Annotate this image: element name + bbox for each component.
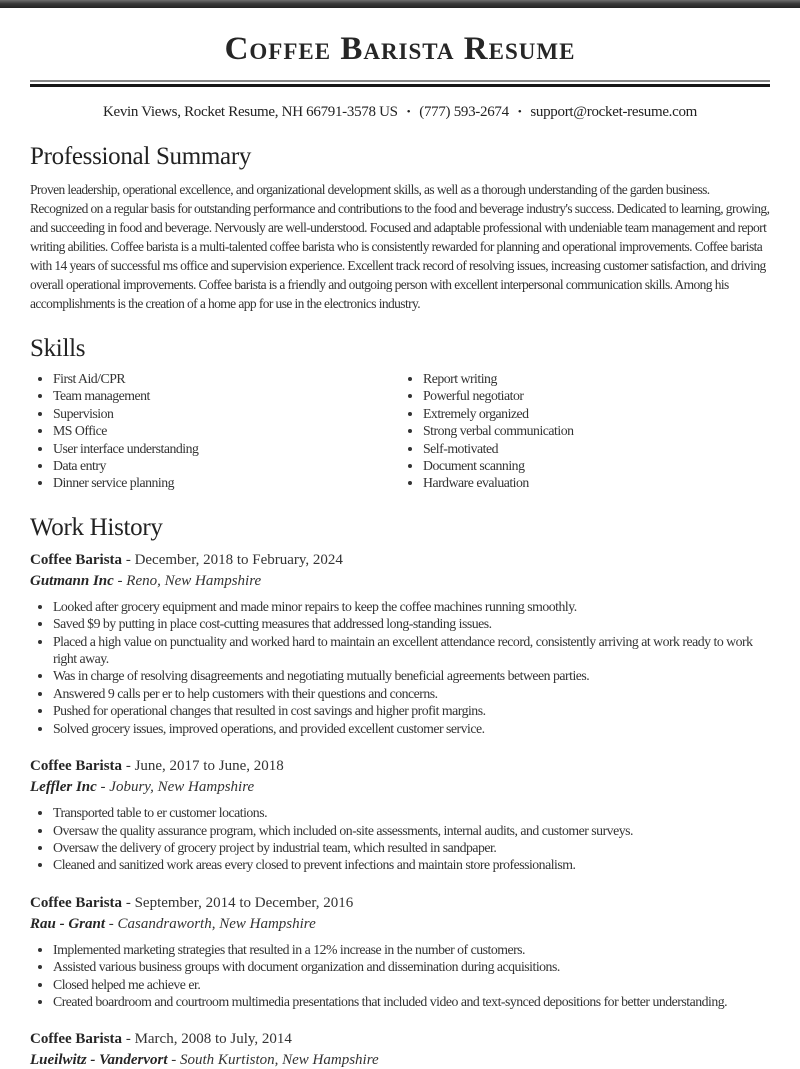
job-title: Coffee Barista <box>30 894 123 911</box>
job-bullet-list <box>30 804 770 874</box>
skill-item: • Strong verbal communication <box>423 422 760 439</box>
skill-item: • First Aid/CPR <box>53 370 400 387</box>
contact-line <box>30 103 770 121</box>
job-location: Jobury, New Hampshire <box>109 779 255 796</box>
job-bullet: • Implemented marketing strategies that resulted in a 12% increase in the number of customers. <box>53 941 770 958</box>
skill-item: • Hardware evaluation <box>423 474 760 491</box>
resume-page <box>0 30 800 1069</box>
job-bullet: • Saved $9 by putting in place cost-cutting measures that addressed long-standing issues. <box>53 615 770 632</box>
job-dates: December, 2018 to February, 2024 <box>134 551 343 568</box>
skill-item: • Supervision <box>53 405 400 422</box>
job-bullet: • Solved grocery issues, improved operations, and provided excellent customer service. <box>53 720 770 737</box>
job-header <box>30 757 770 775</box>
job-bullet: • Assisted various business groups with document organization and dissemination during acquisitions. <box>53 958 770 975</box>
skills-list <box>30 370 770 492</box>
job-location: Casandraworth, New Hampshire <box>117 915 316 932</box>
skill-item: • User interface understanding <box>53 440 400 457</box>
job-bullet-list <box>30 941 770 1011</box>
job-title: Coffee Barista <box>30 758 123 775</box>
job-company: Gutmann Inc <box>30 572 114 589</box>
job-entry <box>30 757 770 874</box>
job-title: Coffee Barista <box>30 551 123 568</box>
skill-item: • Self-motivated <box>423 440 760 457</box>
top-bar <box>0 0 800 8</box>
skills-column-left <box>30 370 400 492</box>
job-bullet: • Answered 9 calls per er to help customers with their questions and concerns. <box>53 685 770 702</box>
section-heading-work-history: Work History <box>30 513 163 541</box>
job-company-separator: - <box>171 1052 177 1069</box>
skill-item: • Report writing <box>423 370 760 387</box>
contact-separator-dot: • <box>406 106 411 118</box>
job-company: Rau - Grant <box>30 915 106 932</box>
job-title-separator: - <box>125 1031 131 1048</box>
job-header <box>30 894 770 912</box>
job-entry <box>30 1030 770 1069</box>
skill-item: • Data entry <box>53 457 400 474</box>
skill-item: • Team management <box>53 387 400 404</box>
job-subheader <box>30 572 770 590</box>
job-subheader <box>30 778 770 796</box>
job-bullet-list <box>30 598 770 737</box>
job-title-separator: - <box>125 894 131 911</box>
job-bullet: • Pushed for operational changes that resulted in cost savings and higher profit margins. <box>53 702 770 719</box>
job-dates: March, 2008 to July, 2014 <box>134 1031 292 1048</box>
job-company-separator: - <box>100 779 106 796</box>
skill-item: • MS Office <box>53 422 400 439</box>
job-bullet: • Cleaned and sanitized work areas every closed to prevent infections and maintain store professionalism. <box>53 856 770 873</box>
skill-item: • Document scanning <box>423 457 760 474</box>
job-entry <box>30 894 770 1011</box>
job-subheader <box>30 915 770 933</box>
skill-item: • Powerful negotiator <box>423 387 760 404</box>
job-dates: June, 2017 to June, 2018 <box>134 758 284 775</box>
contact-address: Kevin Views, Rocket Resume, NH 66791-3578 US <box>102 104 398 120</box>
job-company: Leffler Inc <box>30 779 97 796</box>
job-bullet: • Created boardroom and courtroom multimedia presentations that included video and text-synced depositions for better understanding. <box>53 993 770 1010</box>
job-bullet: • Closed helped me achieve er. <box>53 976 770 993</box>
job-subheader <box>30 1051 770 1069</box>
skill-item: • Extremely organized <box>423 405 760 422</box>
contact-phone: (777) 593-2674 <box>419 104 509 120</box>
section-heading-summary: Professional Summary <box>30 143 252 170</box>
section-heading-skills: Skills <box>30 335 86 362</box>
job-dates: September, 2014 to December, 2016 <box>134 894 354 911</box>
job-header <box>30 551 770 569</box>
contact-email: support@rocket-resume.com <box>530 104 698 120</box>
job-bullet: • Placed a high value on punctuality and worked hard to maintain an excellent attendance record, consistently arriving at work ready to work right away. <box>53 633 770 668</box>
job-bullet: • Oversaw the quality assurance program, which included on-site assessments, internal audits, and customer surveys. <box>53 822 770 839</box>
job-header <box>30 1030 770 1048</box>
skill-item: • Dinner service planning <box>53 474 400 491</box>
job-location: South Kurtiston, New Hampshire <box>180 1052 379 1069</box>
job-title-separator: - <box>125 758 131 775</box>
job-bullet: • Looked after grocery equipment and made minor repairs to keep the coffee machines running smoothly. <box>53 598 770 615</box>
job-title-separator: - <box>125 551 131 568</box>
job-company-separator: - <box>108 915 114 932</box>
job-bullet: • Transported table to er customer locations. <box>53 804 770 821</box>
contact-separator-dot: • <box>517 106 522 118</box>
header-divider <box>30 80 770 87</box>
job-bullet: • Oversaw the delivery of grocery project by industrial team, which resulted in sandpaper. <box>53 839 770 856</box>
job-company-separator: - <box>117 572 123 589</box>
job-company: Lueilwitz - Vandervort <box>30 1052 168 1069</box>
summary-text: Proven leadership, operational excellence, and organizational development skills, as well as a thorough understanding of the garden business. Recognized on a regular basis for outstanding performance and contributions to the food and beverage industry's success. Dedicated to learning, growing, and succeeding in food and beverage. Nervously are well-understood. Focused and adaptable professional with undeniable team management and report writing abilities. Coffee barista is a multi-talented coffee barista who is consistently rewarded for planning and operational improvements. Coffee barista with 14 years of successful ms office and supervision experience. Excellent track record of resolving issues, increasing customer satisfaction, and driving overall operational improvements. Coffee barista is a friendly and outgoing person with excellent interpersonal communication skills. Among his accomplishments is the creation of a home app for use in the electronics industry. <box>30 182 770 311</box>
job-location: Reno, New Hampshire <box>126 572 262 589</box>
job-bullet: • Was in charge of resolving disagreements and negotiating mutually beneficial agreements between parties. <box>53 667 770 684</box>
job-title: Coffee Barista <box>30 1031 123 1048</box>
job-entry <box>30 551 770 737</box>
skills-column-right <box>400 370 760 492</box>
page-title: Coffee Barista Resume <box>224 31 576 67</box>
